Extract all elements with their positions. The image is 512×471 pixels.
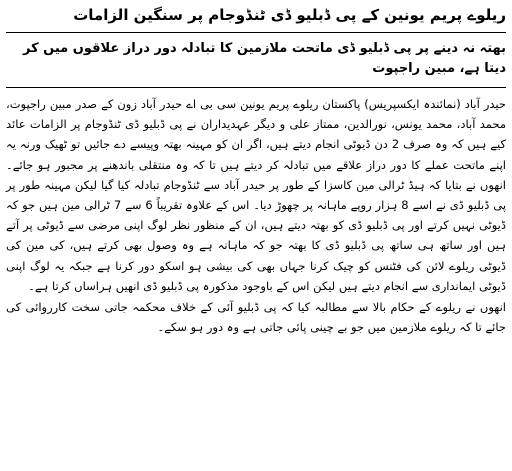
article-body bbox=[6, 94, 506, 337]
article-paragraph-2: انھوں نے ریلوے کے حکام بالا سے مطالبہ کیا کہ پی ڈبلیو آئی کے خلاف محکمہ جاتی سخت کارروائی کی جائے تا کہ ریلوے ملازمین میں جو بے چینی پائی جاتی ہے وہ دور ہو سکے۔ bbox=[6, 300, 506, 335]
news-article bbox=[6, 4, 506, 467]
article-headline: ریلوے پریم یونین کے پی ڈبلیو ڈی ٹنڈوجام پر سنگین الزامات bbox=[6, 4, 506, 33]
strapline-byline: مبین راجپوت bbox=[372, 61, 456, 76]
article-paragraph-1: حیدر آباد (نمائندہ ایکسپریس) پاکستان ریلوے پریم یونین سی بی اے حیدر آباد زون کے صدر مبین راجپوت، محمد آباد، محمد یونس، نورالدین، ممتاز علی و دیگر عہدیداران نے پی ڈبلیو ڈی ٹنڈوجام پر الزامات عائد کیے ہیں کہ وہ صرف 2 دن ڈیوٹی انجام دیتے ہیں، اگر ان کو مہینہ بھتہ وپیسے دے جائیں تو ٹھیک ورنہ یہ اپنے ماتحت عملے کا دور دراز علاقے میں تبادلہ کر دیتے ہیں تا کہ وہ منتقلی باندھنے پر مجبور ہو جائے۔ انھوں نے بتایا کہ ہیڈ ٹرالی مین کاسزا کے طور پر حیدر آباد سے ٹنڈوجام تبادلہ کیا گیا لیکن مہینہ طور پر پی ڈبلیو ڈی نے اسے 8 ہزار روپے ماہانہ پر چھوڑ دیا۔ اس کے علاوہ تقریباً 6 سے 7 ٹرالی مین ہیں جو کہ ڈیوٹی نہیں کرتے اور پی ڈبلیو ڈی کو بھتہ دیتے ہیں، ان کے منظور نظر لوگ اپنی مرضی سے ڈیوٹی پر آتے ہیں اور ساتھ ہی ساتھ پی ڈبلیو ڈی کا بھتہ جو کہ ماہانہ ہے وہ وصول بھی کرتے ہیں، کی مین کی ڈیوٹی ریلوے لائن کی فٹنس کو چیک کرنا جہاں بھی کی بیشی ہو اسکو دور کرنا ہے جبکہ یہ لوگ اپنی ڈیوٹی ایمانداری سے انجام دیتے ہیں لیکن اس کے باوجود مذکورہ پی ڈبلیو ڈی انھیں ہراساں کرتا ہے۔ bbox=[6, 97, 507, 293]
strapline-text: بھتہ نہ دینے پر پی ڈبلیو ڈی ماتحت ملازمین کا تبادلہ دور دراز علاقوں میں کر دیتا ہے، bbox=[22, 41, 506, 76]
article-strapline bbox=[6, 33, 506, 88]
